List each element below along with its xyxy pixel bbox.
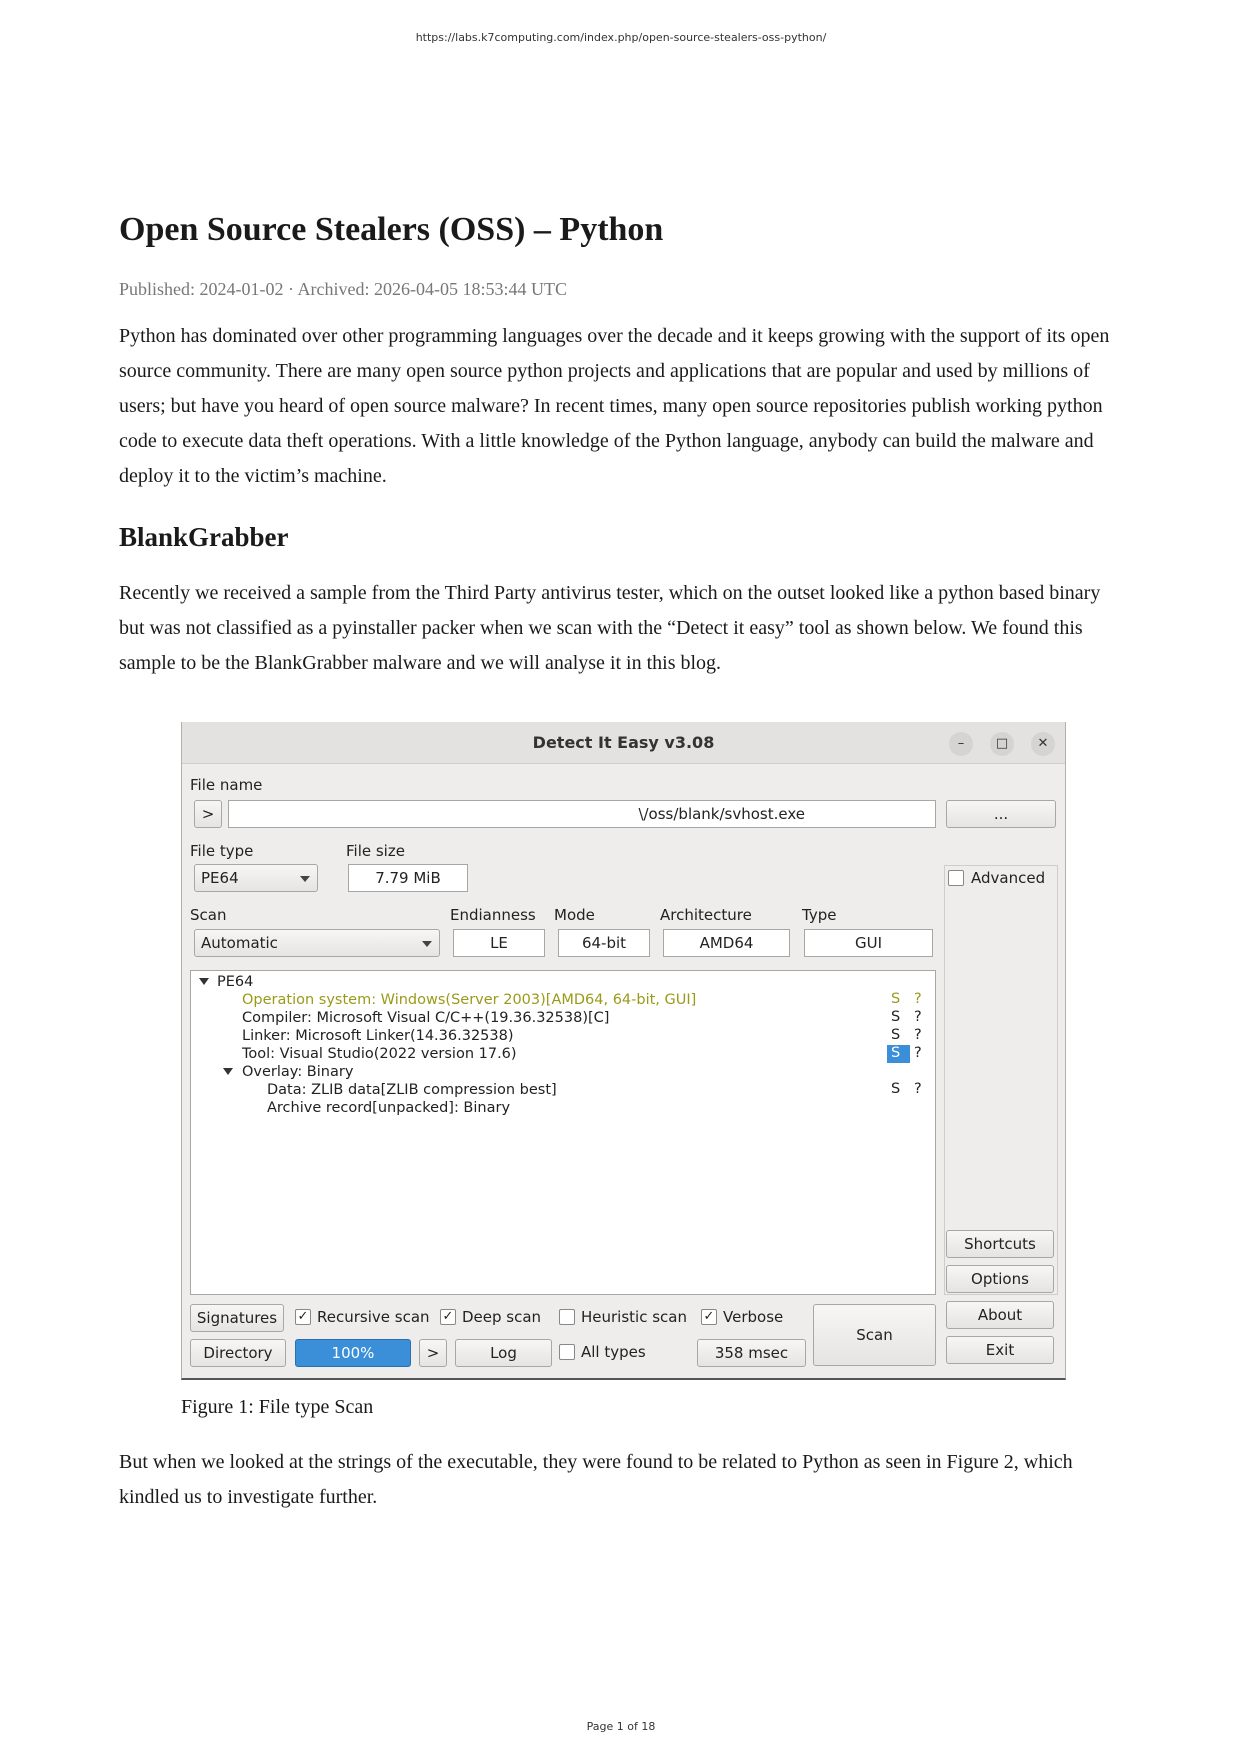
tree-item-data[interactable]: Data: ZLIB data[ZLIB compression best] <box>267 1082 557 1098</box>
figure-caption: Figure 1: File type Scan <box>181 1396 374 1418</box>
exit-button[interactable]: Exit <box>946 1336 1054 1364</box>
file-type-select[interactable] <box>194 864 318 892</box>
advanced-checkbox[interactable] <box>948 870 964 886</box>
tree-item-archive[interactable]: Archive record[unpacked]: Binary <box>267 1100 511 1116</box>
intro-paragraph: Python has dominated over other programming languages over the decade and it keeps growing with the support of its open source community. There are many open source python projects and applications that are popular and used by millions of users; but have you heard of open source malware? In recent times, many open source repositories publish working python code to execute data theft operations. With a little knowledge of the Python language, anybody can build the malware and deploy it to the victim’s machine. <box>119 325 1110 487</box>
die-titlebar <box>182 722 1065 764</box>
article <box>119 210 1129 681</box>
endianness-label: Endianness <box>450 906 536 924</box>
expand-arrow-icon[interactable] <box>223 1068 233 1075</box>
deep-scan-label: Deep scan <box>462 1308 542 1326</box>
info-q-link[interactable]: ? <box>914 991 922 1007</box>
page-number: Page 1 of 18 <box>586 1720 656 1733</box>
info-q-link[interactable]: ? <box>914 1027 922 1043</box>
article-meta: Published: 2024-01-02 · Archived: 2026-04-05 18:53:44 UTC <box>119 279 567 299</box>
signature-s-link-selected[interactable]: S <box>887 1045 910 1063</box>
scan-mode-value: Automatic <box>201 934 278 952</box>
tree-root[interactable]: PE64 <box>217 974 254 990</box>
file-type-value: PE64 <box>201 869 239 887</box>
die-title: Detect It Easy v3.08 <box>532 733 715 752</box>
signature-s-link[interactable]: S <box>891 991 901 1007</box>
info-q-link[interactable]: ? <box>914 1045 922 1061</box>
tree-item-overlay[interactable]: Overlay: Binary <box>242 1064 354 1080</box>
die-window <box>181 722 1066 1380</box>
mode-field: 64-bit <box>558 929 650 957</box>
expand-arrow-icon[interactable] <box>199 978 209 985</box>
article-title: Open Source Stealers (OSS) – Python <box>119 211 664 248</box>
recursive-scan-label: Recursive scan <box>317 1308 430 1326</box>
info-q-link[interactable]: ? <box>914 1081 922 1097</box>
directory-button[interactable]: Directory <box>190 1339 286 1367</box>
browse-button[interactable]: ... <box>946 800 1056 828</box>
verbose-checkbox[interactable]: ✓ <box>701 1309 717 1325</box>
file-name-label: File name <box>190 776 263 794</box>
signatures-button[interactable]: Signatures <box>190 1304 284 1332</box>
options-button[interactable]: Options <box>946 1265 1054 1293</box>
advanced-label: Advanced <box>971 869 1046 887</box>
tree-item-tool[interactable]: Tool: Visual Studio(2022 version 17.6) <box>242 1046 517 1062</box>
deep-scan-checkbox[interactable]: ✓ <box>440 1309 456 1325</box>
type-label: Type <box>802 906 837 924</box>
chevron-down-icon <box>422 941 432 947</box>
tree-item-linker[interactable]: Linker: Microsoft Linker(14.36.32538) <box>242 1028 514 1044</box>
info-q-link[interactable]: ? <box>914 1009 922 1025</box>
signature-s-link[interactable]: S <box>891 1081 901 1097</box>
all-types-label: All types <box>581 1343 646 1361</box>
scan-button[interactable]: Scan <box>813 1304 936 1366</box>
next-button[interactable]: > <box>419 1339 447 1367</box>
verbose-label: Verbose <box>723 1308 784 1326</box>
section-heading: BlankGrabber <box>119 522 289 552</box>
recursive-scan-checkbox[interactable]: ✓ <box>295 1309 311 1325</box>
scan-label: Scan <box>190 906 227 924</box>
all-types-checkbox[interactable] <box>559 1344 575 1360</box>
endianness-field: LE <box>453 929 545 957</box>
signature-s-link[interactable]: S <box>891 1027 901 1043</box>
log-button[interactable]: Log <box>455 1339 552 1367</box>
scan-mode-select[interactable] <box>194 929 440 957</box>
maximize-button[interactable]: □ <box>990 732 1014 756</box>
about-button[interactable]: About <box>946 1301 1054 1329</box>
scan-progress-bar: 100% <box>295 1339 411 1367</box>
architecture-label: Architecture <box>660 906 752 924</box>
file-size-field: 7.79 MiB <box>348 864 468 892</box>
tree-item-os[interactable]: Operation system: Windows(Server 2003)[AMD64, 64-bit, GUI] <box>242 992 697 1008</box>
file-type-label: File type <box>190 842 254 860</box>
heuristic-scan-label: Heuristic scan <box>581 1308 687 1326</box>
chevron-down-icon <box>300 876 310 882</box>
section-paragraph: Recently we received a sample from the Third Party antivirus tester, which on the outset looked like a python based binary but was not classified as a pyinstaller packer when we scan with the “Detect it easy” tool as shown below. We found this sample to be the BlankGrabber malware and we will analyse it in this blog. <box>119 582 1101 674</box>
mode-label: Mode <box>554 906 595 924</box>
type-field: GUI <box>804 929 933 957</box>
signature-s-link[interactable]: S <box>891 1009 901 1025</box>
shortcuts-button[interactable]: Shortcuts <box>946 1230 1054 1258</box>
browse-prefix-button[interactable]: > <box>194 800 222 828</box>
scan-time-field: 358 msec <box>697 1339 806 1367</box>
heuristic-scan-checkbox[interactable] <box>559 1309 575 1325</box>
after-paragraph: But when we looked at the strings of the executable, they were found to be related to Python as seen in Figure 2, which kindled us to investigate further. <box>119 1451 1073 1508</box>
result-tree[interactable] <box>190 970 936 1295</box>
source-url: https://labs.k7computing.com/index.php/open-source-stealers-oss-python/ <box>415 31 827 44</box>
minimize-button[interactable]: – <box>949 732 973 756</box>
architecture-field: AMD64 <box>663 929 790 957</box>
file-size-label: File size <box>346 842 405 860</box>
file-path-input[interactable]: \/oss/blank/svhost.exe <box>228 800 936 828</box>
close-button[interactable]: ✕ <box>1031 732 1055 756</box>
tree-item-compiler[interactable]: Compiler: Microsoft Visual C/C++(19.36.32538)[C] <box>242 1010 610 1026</box>
